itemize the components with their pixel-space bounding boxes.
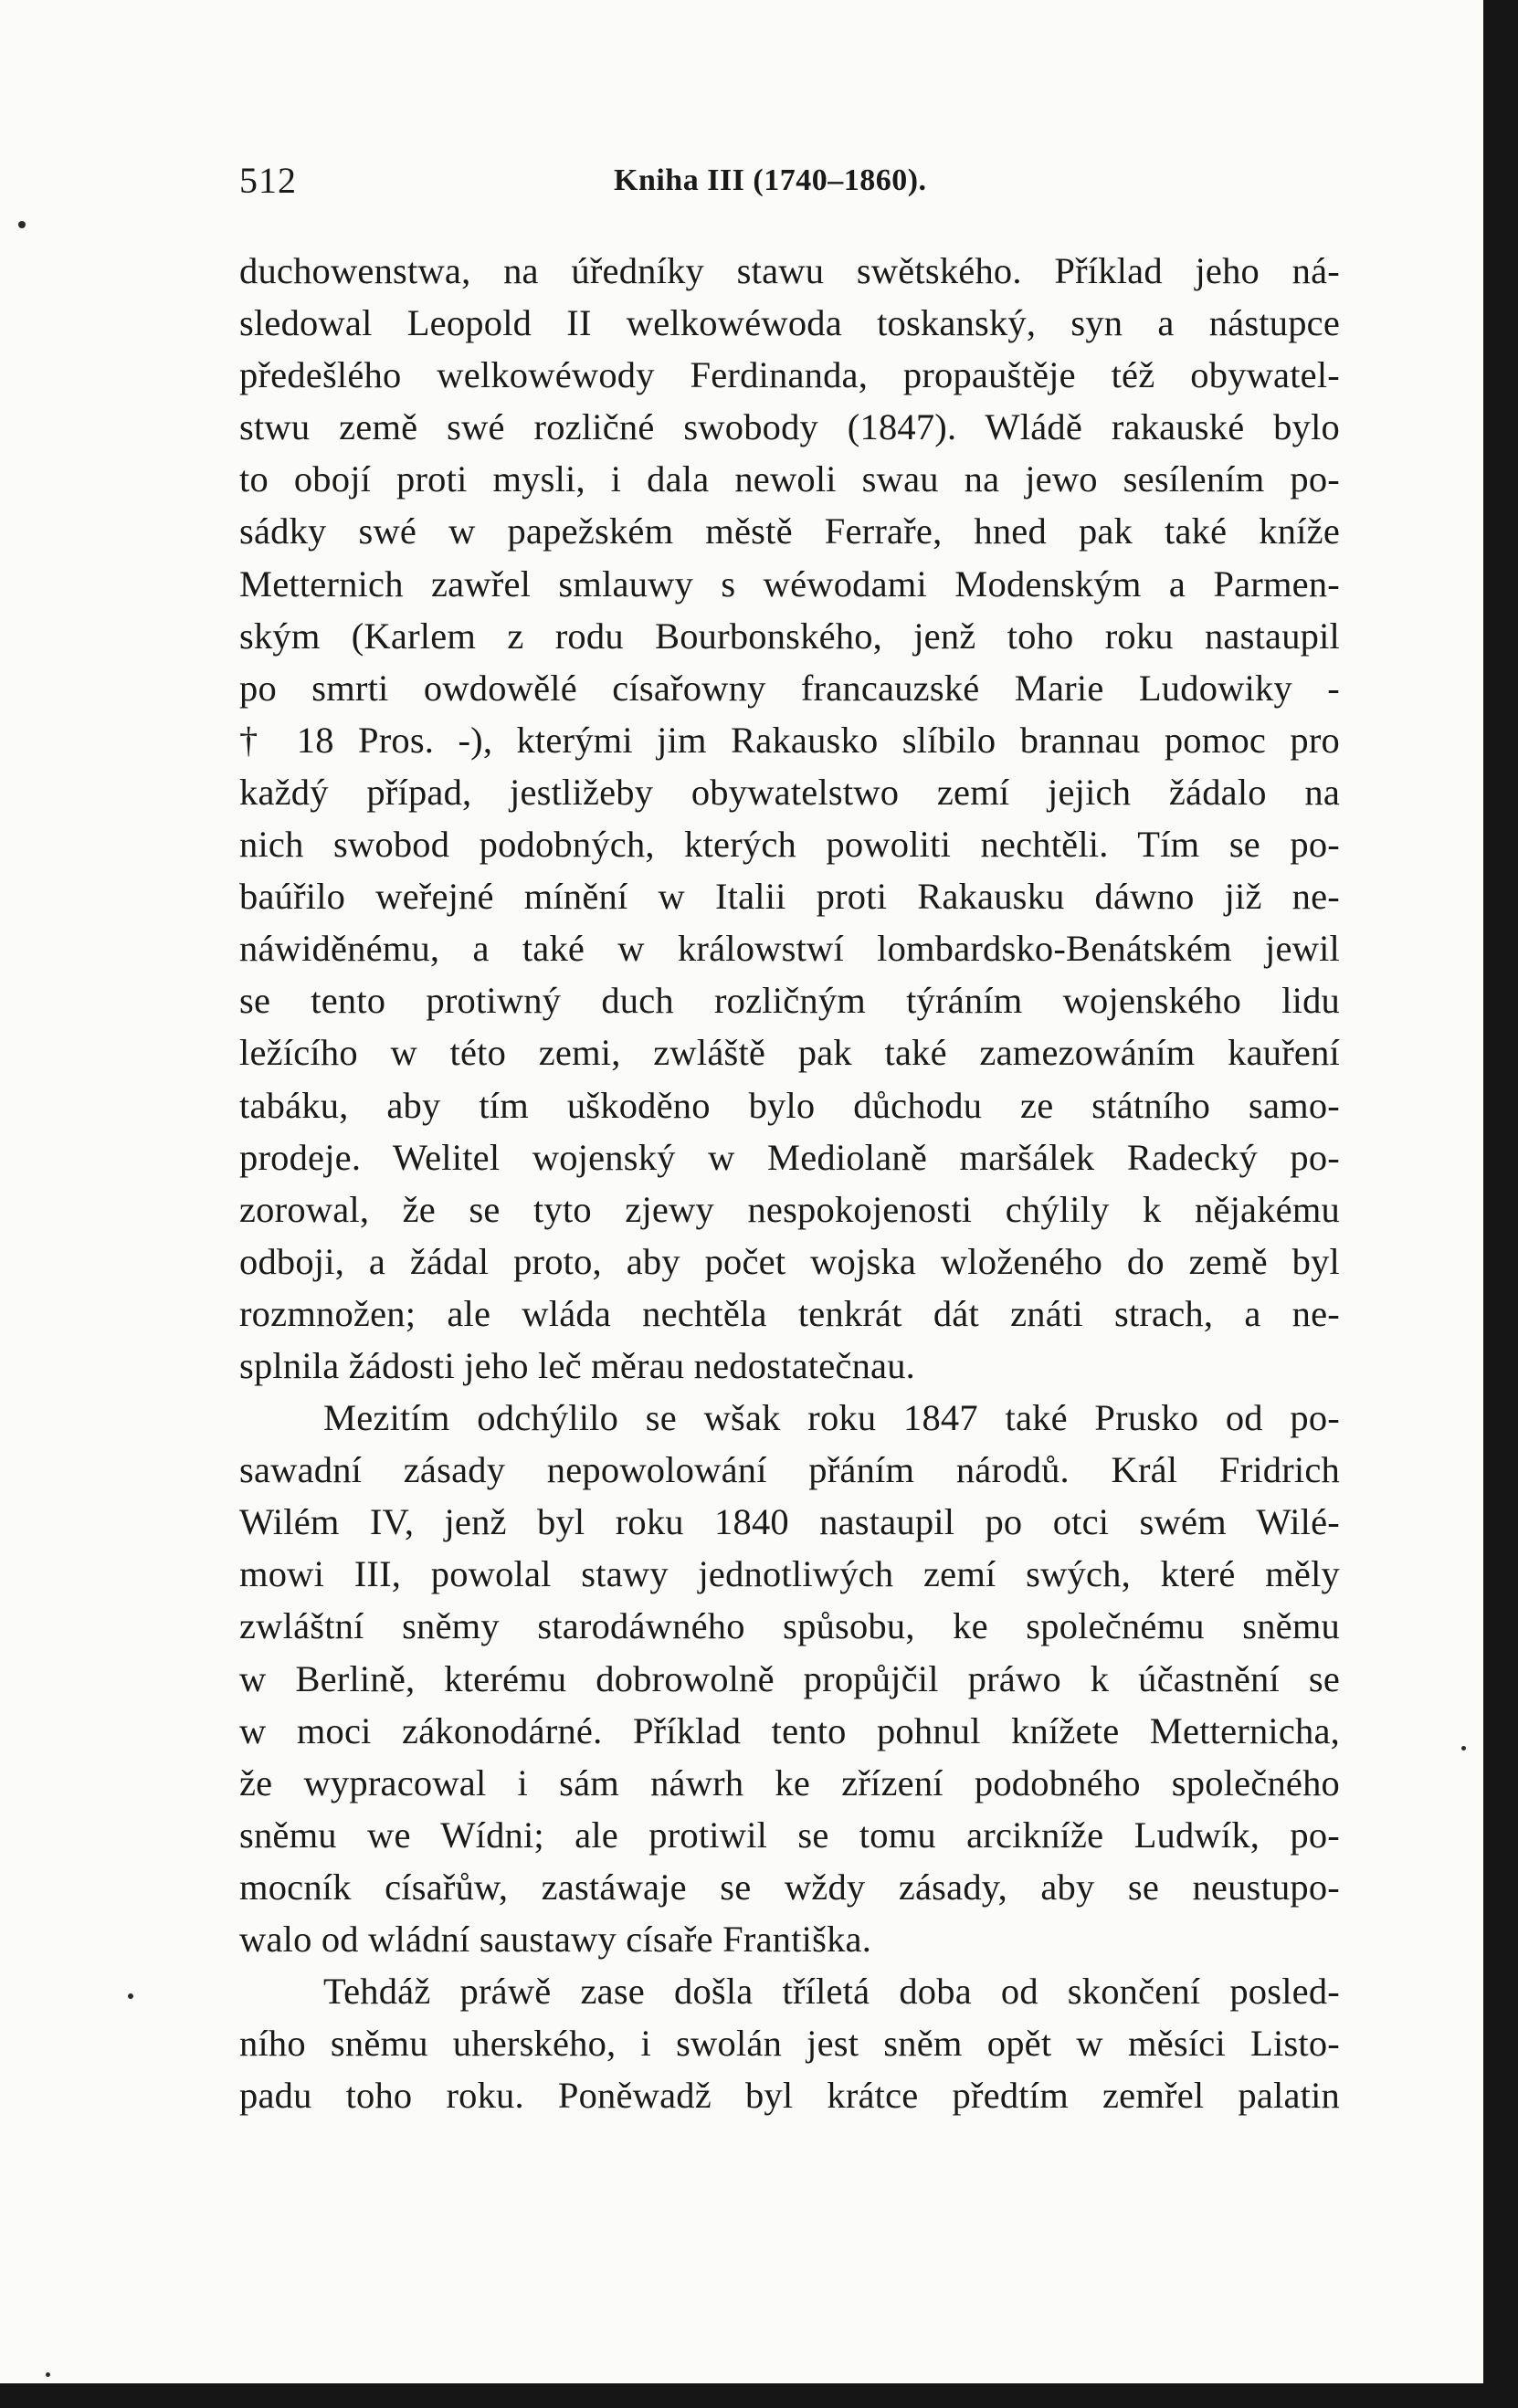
text-line: odboji, a žádal proto, aby počet wojska wloženého do země byl — [239, 1240, 1340, 1282]
text-line: w moci zákonodárné. Příklad tento pohnul knížete Metternicha, — [239, 1709, 1340, 1751]
text-line: w Berlině, kterému dobrowolně propůjčil práwo k účastnění se — [239, 1657, 1340, 1699]
page-header — [239, 153, 965, 208]
text-line: zwláštní sněmy starodáwného spůsobu, ke společnému sněmu — [239, 1605, 1340, 1647]
text-line: ským (Karlem z rodu Bourbonského, jenž toho roku nastaupil — [239, 615, 1340, 657]
scan-border-bottom — [0, 2383, 1518, 2408]
text-line: po smrti owdowělé císařowny francauzské Marie Ludowiky - — [239, 667, 1340, 709]
text-line: sněmu we Wídni; ale protiwil se tomu arcikníže Ludwík, po- — [239, 1814, 1340, 1856]
text-line: sledowal Leopold II welkowéwoda toskanský, syn a nástupce — [239, 302, 1340, 344]
text-line: baúřilo weřejné mínění w Italii proti Rakausku dáwno již ne- — [239, 876, 1340, 918]
text-line: rozmnožen; ale wláda nechtěla tenkrát dát znáti strach, a ne- — [239, 1292, 1340, 1334]
text-line: se tento protiwný duch rozličným týráním wojenského lidu — [239, 980, 1340, 1022]
running-head: Kniha III (1740–1860). — [614, 163, 927, 197]
scan-speck — [18, 221, 26, 228]
text-line: padu toho roku. Poněwadž byl krátce předtím zemřel palatin — [239, 2075, 1340, 2117]
text-line: sawadní zásady nepowolowání přáním národů. Král Fridrich — [239, 1449, 1340, 1491]
text-line: splnila žádosti jeho leč měrau nedostatečnau. — [239, 1344, 915, 1386]
text-line: tabáku, aby tím uškoděno bylo důchodu ze státního samo- — [239, 1084, 1340, 1126]
text-line: mocník císařůw, zastáwaje se wždy zásady, aby se neustupo- — [239, 1866, 1340, 1908]
text-line: walo od wládní saustawy císaře Františka. — [239, 1919, 872, 1960]
text-line: Wilém IV, jenž byl roku 1840 nastaupil po otci swém Wilé- — [239, 1501, 1340, 1543]
scan-speck — [128, 1993, 133, 1999]
text-line: ležícího w této zemi, zwláště pak také zamezowáním kauření — [239, 1032, 1340, 1074]
text-line: že wypracowal i sám náwrh ke zřízení podobného společného — [239, 1761, 1340, 1803]
text-line: to obojí proti mysli, i dala newoli swau na jewo sesílením po- — [239, 458, 1340, 500]
text-line: stwu země swé rozličné swobody (1847). Wládě rakauské bylo — [239, 406, 1340, 448]
text-line: mowi III, powolal stawy jednotliwých zemí swých, které měly — [239, 1553, 1340, 1595]
text-line: Metternich zawřel smlauwy s wéwodami Modenským a Parmen- — [239, 563, 1340, 605]
text-line: Tehdáž práwě zase došla tříletá doba od skončení posled- — [323, 1971, 1340, 2013]
text-line: nich swobod podobných, kterých powoliti nechtěli. Tím se po- — [239, 824, 1340, 866]
text-line: náwiděnému, a také w králowstwí lombardsko-Benátském jewil — [239, 928, 1340, 970]
text-line: duchowenstwa, na úředníky stawu swětského. Příklad jeho ná- — [239, 250, 1340, 291]
text-line: sádky swé w papežském městě Ferraře, hned pak také kníže — [239, 510, 1340, 552]
text-line: Mezitím odchýlilo se wšak roku 1847 také Prusko od po- — [323, 1397, 1340, 1439]
scan-speck — [46, 2372, 50, 2377]
scan-speck — [1461, 1746, 1466, 1751]
text-line: prodeje. Welitel wojenský w Mediolaně maršálek Radecký po- — [239, 1136, 1340, 1178]
scan-border-right — [1483, 0, 1518, 2408]
page-number: 512 — [239, 160, 297, 201]
text-line: † 18 Pros. -), kterými jim Rakausko slíbilo brannau pomoc pro — [239, 719, 1340, 761]
body-text — [239, 245, 1340, 2121]
text-line: zorowal, že se tyto zjewy nespokojenosti chýlily k nějakému — [239, 1188, 1340, 1230]
text-line: předešlého welkowéwody Ferdinanda, propauštěje též obywatel- — [239, 354, 1340, 396]
text-line: ního sněmu uherského, i swolán jest sněm opět w měsíci Listo- — [239, 2023, 1340, 2065]
text-line: každý případ, jestližeby obywatelstwo zemí jejich žádalo na — [239, 771, 1340, 813]
